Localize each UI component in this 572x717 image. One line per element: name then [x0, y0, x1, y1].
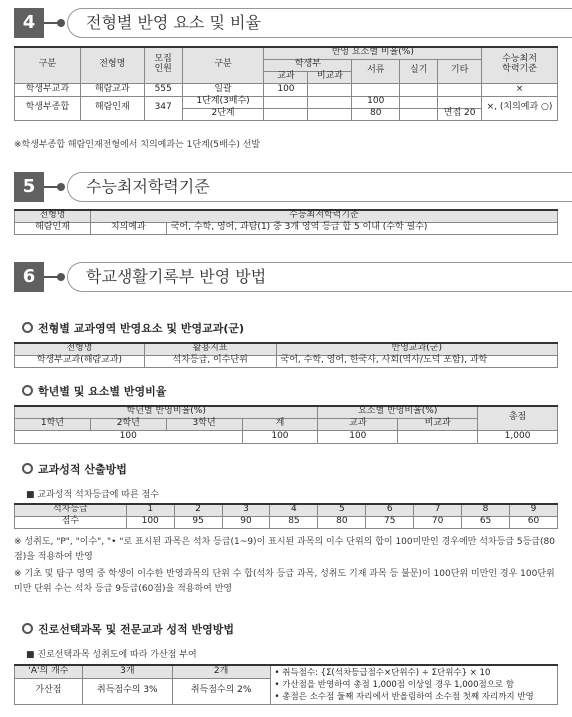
- selection-ratio-table: 구분 전형명 모집 인원 구분 반영 요소별 비율(%) 수능최저 학력기준 학생부 서류 실기 기타 교과 비교과 학생부교과 해람교과 555 일괄 100 × 학생부종합 해람인재 347 1단계(3배수) 100 ×, (치의예과 ○) 2단계 80 면접 20: [14, 46, 558, 121]
- score-cell: 70: [414, 516, 462, 528]
- section-5-header: [14, 172, 558, 202]
- grade-ratio-table: 학년별 반영비율(%) 요소별 반영비율(%) 총점 1학년 2학년 3학년 계 교과 비교과 100 100 100 1,000: [14, 405, 558, 444]
- table-row: 해람인재 치의예과 국어, 수학, 영어, 과탐(1) 중 3개 영역 등급 합 5 이내 (수학 필수): [15, 222, 558, 234]
- section-4-header: [14, 8, 558, 38]
- score-cell: 100: [126, 516, 174, 528]
- grade-cell: 4: [270, 504, 318, 516]
- section-title: 전형별 반영 요소 및 비율: [86, 13, 261, 32]
- circle-bullet-icon: [22, 623, 33, 634]
- table-row: 학생부교과(해람교과) 석차등급, 이수단위 국어, 수학, 영어, 한국사, 사회(역사/도덕 포함), 과학: [15, 355, 558, 367]
- subsection-heading: 전형별 교과영역 반영요소 및 반영교과(군): [22, 320, 244, 336]
- section-title: 학교생활기록부 반영 방법: [86, 267, 267, 286]
- table-row: 가산점 취득점수의 3% 취득점수의 2%: [15, 678, 558, 704]
- section-4-note: ※학생부종합 해람인재전형에서 치의예과는 1단계(5배수) 선발: [14, 140, 261, 150]
- subsection-heading: 교과성적 산출방법: [22, 461, 127, 477]
- grade-cell: 8: [462, 504, 510, 516]
- suneung-criteria-table: 전형명 수능최저학력기준 해람인재 치의예과 국어, 수학, 영어, 과탐(1) 중 3개 영역 등급 합 5 이내 (수학 필수): [14, 209, 558, 235]
- grade-cell: 6: [366, 504, 414, 516]
- bonus-point-table: 'A'의 개수 3개 2개 • 취득점수: {Σ(석차등급점수×단위수) ÷ Σ단위수} × 10 • 가산점을 반영하여 총점 1,000점 이상일 경우 1,000점으로 함 • 총점은 소수점 둘째 자리에서 반올림하여 소수점 첫째 자리까지 반영 가산점 취득점수의 3% 취득점수의 2%: [14, 664, 558, 705]
- grade-cell: 1: [126, 504, 174, 516]
- square-bullet-icon: ■: [26, 650, 35, 660]
- score-cell: 65: [462, 516, 510, 528]
- grade-cell: 2: [174, 504, 222, 516]
- footnote-a: ※ 성취도, "P", "이수", "• "로 표시된 과목은 석차 등급(1~9)이 표시된 과목의 이수 단위의 합이 100미만인 경우에만 석차등급 5등급(80점)을 적용하여 반영: [14, 537, 555, 562]
- subsection-heading: 학년별 및 요소별 반영비율: [22, 383, 166, 399]
- table-row: 학생부종합 해람인재 347 1단계(3배수) 100 ×, (치의예과 ○): [15, 96, 558, 108]
- score-cell: 85: [270, 516, 318, 528]
- section-number: 4: [14, 8, 44, 38]
- score-cell: 95: [174, 516, 222, 528]
- grade-cell: 9: [510, 504, 558, 516]
- grade-cell: 5: [318, 504, 366, 516]
- table-row: 2단계 80 면접 20: [15, 108, 558, 120]
- grade-cell: 3: [222, 504, 270, 516]
- grade-cell: 7: [414, 504, 462, 516]
- circle-bullet-icon: [22, 385, 33, 396]
- rank-grade-score-table: 석차등급 1 2 3 4 5 6 7 8 9 점수 100 95 90 85 80 75 70 65 60: [14, 503, 558, 529]
- section-6-header: [14, 262, 558, 292]
- section-title: 수능최저학력기준: [86, 177, 210, 196]
- circle-bullet-icon: [22, 463, 33, 474]
- score-cell: 75: [366, 516, 414, 528]
- score-cell: 90: [222, 516, 270, 528]
- subsection-heading: 진로선택과목 및 전문교과 성적 반영방법: [22, 621, 234, 637]
- circle-bullet-icon: [22, 322, 33, 333]
- mojip-header: 모집 인원: [144, 47, 182, 83]
- table-row: 100 100 100 1,000: [15, 430, 558, 443]
- square-bullet-icon: ■: [26, 490, 35, 500]
- score-cell: 80: [318, 516, 366, 528]
- bonus-notes: • 취득점수: {Σ(석차등급점수×단위수) ÷ Σ단위수} × 10 • 가산점을 반영하여 총점 1,000점 이상일 경우 1,000점으로 함 • 총점은 소수점 둘째 자리에서 반올림하여 소수점 첫째 자리까지 반영: [270, 665, 557, 705]
- subject-area-table: 전형명 활용지표 반영교과(군) 학생부교과(해람교과) 석차등급, 이수단위 국어, 수학, 영어, 한국사, 사회(역사/도덕 포함), 과학: [14, 342, 558, 368]
- score-cell: 60: [510, 516, 558, 528]
- section-number: 6: [14, 262, 44, 292]
- table-row: 학생부교과 해람교과 555 일괄 100 ×: [15, 83, 558, 96]
- bullet-text: ■ 교과성적 석차등급에 따른 점수: [26, 490, 159, 500]
- table-row: 점수 100 95 90 85 80 75 70 65 60: [15, 516, 558, 528]
- bullet-text: ■ 진로선택과목 성취도에 따라 가산점 부여: [26, 650, 197, 660]
- section-number: 5: [14, 172, 44, 202]
- footnote-b: ※ 기초 및 탐구 영역 중 학생이 이수한 반영과목의 단위 수 합(석차 등급 과목, 성취도 기재 과목 등 불문)이 100단위 미만인 경우 100단위 미만 단위 수는 석차 등급 9등급(60점)을 적용하여 반영: [14, 569, 555, 594]
